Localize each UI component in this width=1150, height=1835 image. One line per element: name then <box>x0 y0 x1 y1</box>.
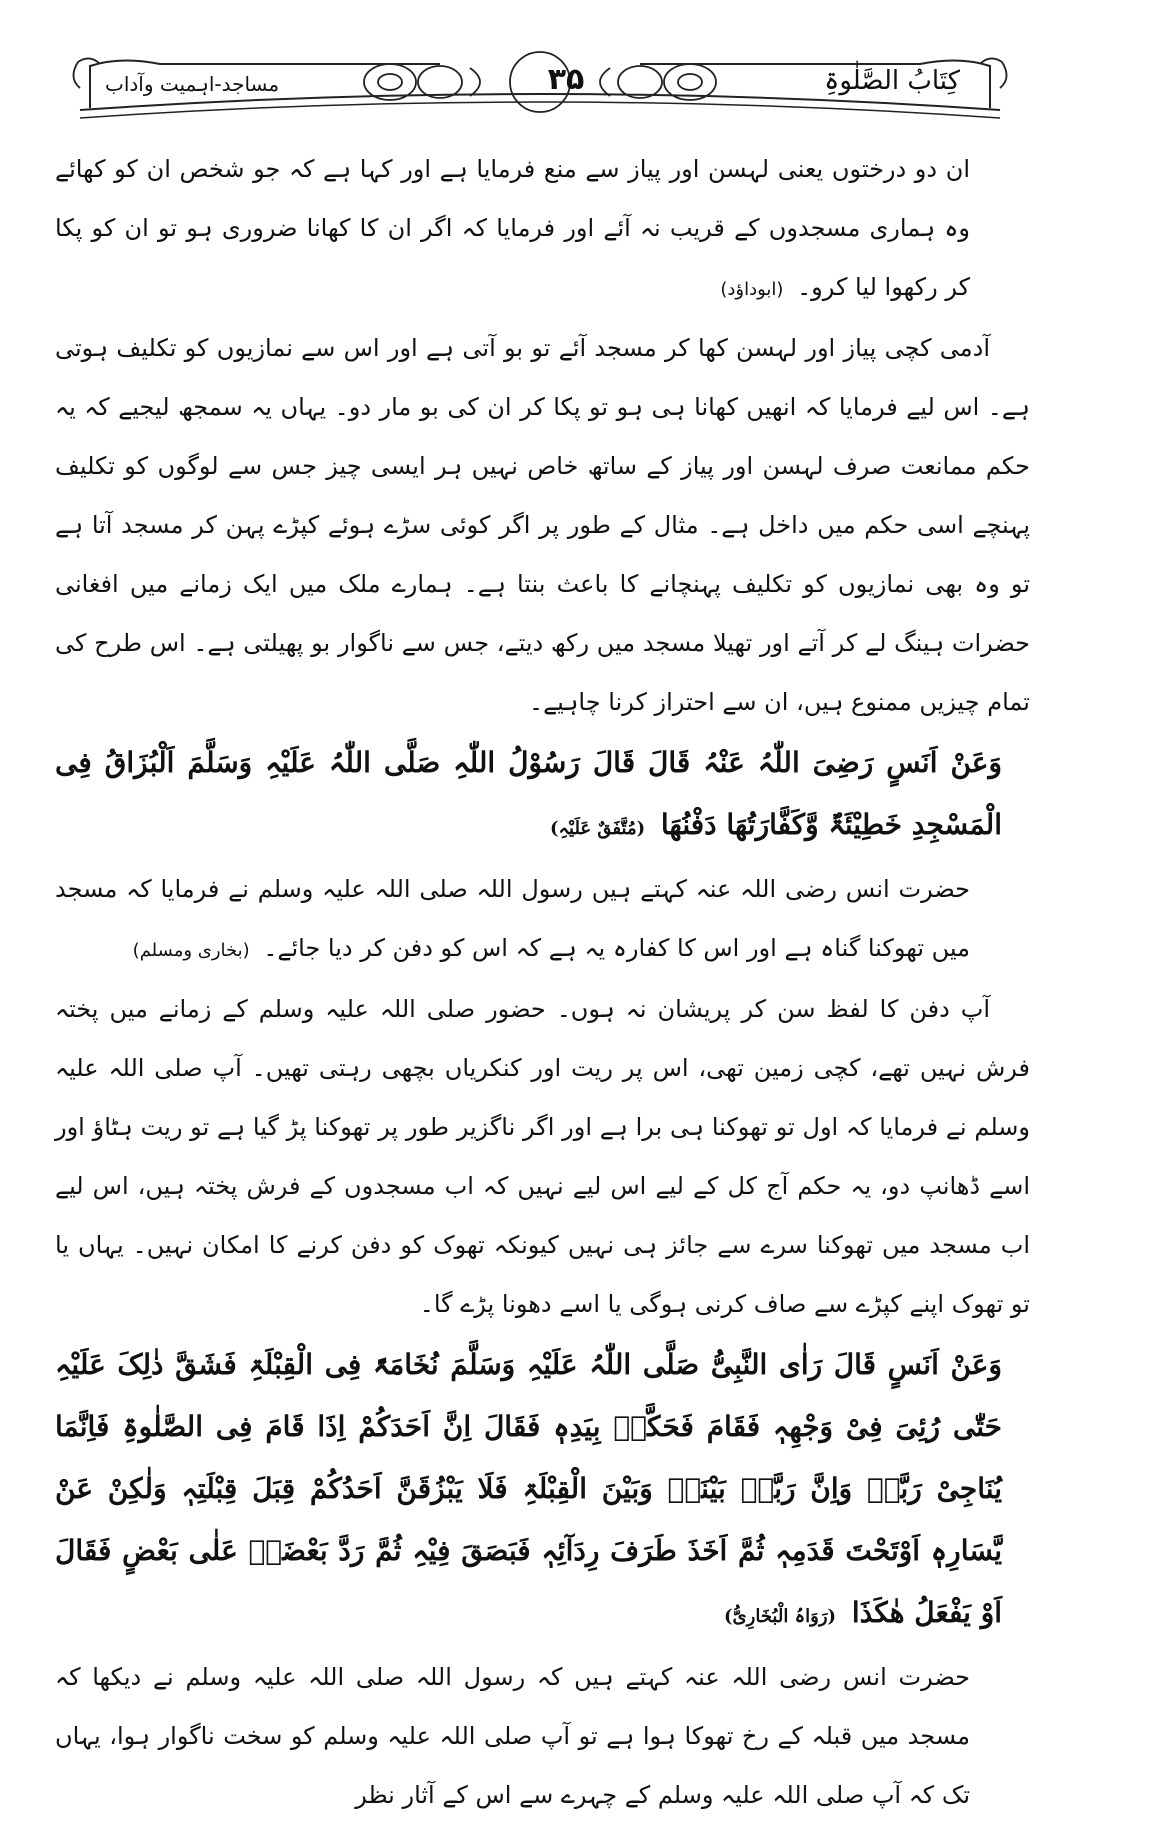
hadith-reference: (مُتَّفَقٌ عَلَیْہِ) <box>549 818 646 839</box>
translation-reference: (بخاری ومسلم) <box>132 940 250 961</box>
reference: (ابوداؤد) <box>720 279 784 300</box>
paragraph-3: آپ دفن کا لفظ سن کر پریشان نہ ہوں۔ حضور صلی اللہ علیہ وسلم کے زمانے میں پختہ فرش نہیں تھے، کچی زمین تھی، اس پر ریت اور کنکریاں بچھی رہتی تھیں۔ آپ صلی اللہ علیہ وسلم نے فرمایا کہ اول تو تھوکنا ہی برا ہے اور اگر ناگزیر طور پر تھوکنا پڑ گیا ہے تو ریت ہٹاؤ اور اسے ڈھانپ دو، یہ حکم آج کل کے لیے اس لیے نہیں کہ اب مسجدوں کے فرش پختہ ہیں، اس لیے اب مسجد میں تھوکنا سرے سے جائز ہی نہیں کیونکہ تھوک کو دفن کرنے کا امکان نہیں۔ یہاں یا تو تھوک اپنے کپڑے سے صاف کرنی ہوگی یا اسے دھونا پڑے گا۔ <box>55 995 1030 1318</box>
hadith-reference: (رَوَاہُ الْبُخَارِیُّ) <box>724 1606 837 1627</box>
hadith-2-translation: حضرت انس رضی اللہ عنہ کہتے ہیں کہ رسول اللہ صلی اللہ علیہ وسلم نے دیکھا کہ مسجد میں قبلہ کے رخ تھوکا ہوا ہے تو آپ صلی اللہ علیہ وسلم کو سخت ناگوار ہوا، یہاں تک کہ آپ صلی اللہ علیہ وسلم کے چہرے سے اس کے آثار نظر <box>55 1663 970 1809</box>
book-title: کِتَابُ الصَّلٰوۃِ <box>824 66 960 96</box>
page-number: ۳۵ <box>547 62 585 97</box>
translation-text: حضرت انس رضی اللہ عنہ کہتے ہیں رسول اللہ صلی اللہ علیہ وسلم نے فرمایا کہ مسجد میں تھوکنا گناہ ہے اور اس کا کفارہ یہ ہے کہ اس کو دفن کر دیا جائے۔ <box>55 875 970 962</box>
paragraph-text: ان دو درختوں یعنی لہسن اور پیاز سے منع فرمایا ہے اور کہا ہے کہ جو شخص ان کو کھائے وہ ہماری مسجدوں کے قریب نہ آئے اور فرمایا کہ اگر ان کا کھانا ضروری ہو تو ان کو پکا کر رکھوا لیا کرو۔ <box>55 155 970 301</box>
chapter-title: مساجد-اہمیت وآداب <box>105 72 280 96</box>
paragraph-1 <box>55 140 1030 319</box>
hadith-text: وَعَنْ اَنَسٍ قَالَ رَاٰی النَّبِیُّ صَلَّی اللّٰہُ عَلَیْہِ وَسَلَّمَ نُخَامَۃً فِی الْقِبْلَۃِ فَشَقَّ ذٰلِکَ عَلَیْہِ حَتّٰی رُئِیَ فِیْ وَجْھِہٖ فَقَامَ فَحَکَّہٗ بِیَدِہٖ فَقَالَ اِنَّ اَحَدَکُمْ اِذَا قَامَ فِی الصَّلٰوۃِ فَاِنَّمَا یُنَاجِیْ رَبَّہٗ وَاِنَّ رَبَّہٗ بَیْنَہٗ وَبَیْنَ الْقِبْلَۃِ فَلَا یَبْزُقَنَّ اَحَدُکُمْ قِبَلَ قِبْلَتِہٖ وَلٰکِنْ عَنْ یَّسَارِہٖ اَوْتَحْتَ قَدَمِہٖ ثُمَّ اَخَذَ طَرَفَ رِدَآئِہٖ فَبَصَقَ فِیْہِ ثُمَّ رَدَّ بَعْضَہٗ عَلٰی بَعْضٍ فَقَالَ اَوْ یَفْعَلُ ھٰکَذَا <box>55 1348 1002 1629</box>
hadith-text: وَعَنْ اَنَسٍ رَضِیَ اللّٰہُ عَنْہُ قَالَ قَالَ رَسُوْلُ اللّٰہِ صَلَّی اللّٰہُ عَلَیْہِ وَسَلَّمَ اَلْبُزَاقُ فِی الْمَسْجِدِ خَطِیْئَۃٌ وَّکَفَّارَتُھَا دَفْنُھَا <box>55 746 1002 841</box>
hadith-1-translation <box>55 860 1030 980</box>
paragraph-2: آدمی کچی پیاز اور لہسن کھا کر مسجد آئے تو بو آتی ہے اور اس سے نمازیوں کو تکلیف ہوتی ہے۔ اس لیے فرمایا کہ انھیں کھانا ہی ہو تو پکا کر ان کی بو مار دو۔ یہاں یہ سمجھ لیجیے کہ یہ حکم ممانعت صرف لہسن اور پیاز کے ساتھ خاص نہیں ہر ایسی چیز جس سے لوگوں کو تکلیف پہنچے اسی حکم میں داخل ہے۔ مثال کے طور پر اگر کوئی سڑے ہوئے کپڑے پہن کر مسجد آتا ہے تو وہ بھی نمازیوں کو تکلیف پہنچانے کا باعث بنتا ہے۔ ہمارے ملک میں ایک زمانے میں افغانی حضرات ہینگ لے کر آتے اور تھیلا مسجد میں رکھ دیتے، جس سے ناگوار بو پھیلتی ہے۔ اس طرح کی تمام چیزیں ممنوع ہیں، ان سے احتراز کرنا چاہیے۔ <box>55 334 1030 716</box>
hadith-2-arabic <box>55 1334 1030 1648</box>
hadith-1-arabic <box>55 732 1030 860</box>
page-body <box>55 140 1030 1825</box>
page-header <box>60 48 1020 128</box>
